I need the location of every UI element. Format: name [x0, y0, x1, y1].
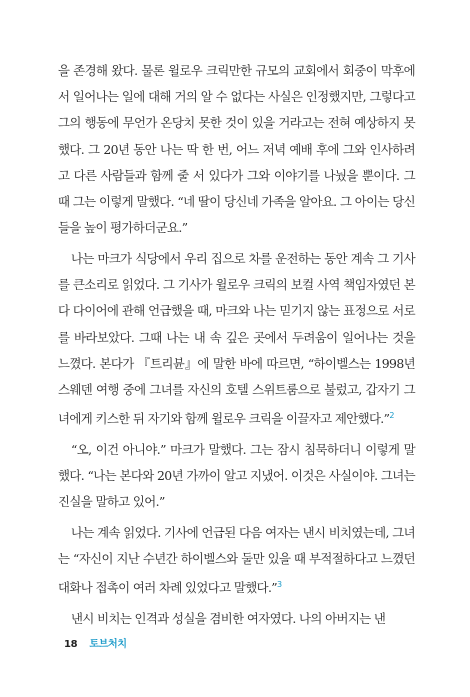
footnote-marker-3[interactable]: 3 — [277, 580, 283, 590]
paragraph-2 — [58, 246, 415, 432]
paragraph-5-text: 낸시 비치는 인격과 성실을 겸비한 여자였다. 나의 아버지는 낸 — [71, 611, 386, 627]
page-number: 18 — [64, 639, 78, 650]
footnote-marker-2[interactable]: 2 — [389, 411, 395, 421]
running-book-title: 토브처치 — [89, 639, 127, 650]
paragraph-3 — [58, 437, 415, 516]
paragraph-1 — [58, 58, 415, 241]
paragraph-3-text: “오, 이건 아니야.” 마크가 말했다. 그는 잠시 침묵하더니 이렇게 말했다. “나는 본다와 20년 가까이 알고 지냈어. 이것은 사실이야. 그녀는 진실을 말하고 있어.” — [58, 441, 415, 510]
paragraph-4-text: 나는 계속 읽었다. 기사에 언급된 다음 여자는 낸시 비치였는데, 그녀는 “자신이 지난 수년간 하이벨스와 둘만 있을 때 부적절하다고 느꼈던 대화나 접촉이 여러 차례 있었다고 말했다.” — [58, 524, 415, 596]
paragraph-5 — [58, 606, 415, 632]
page-footer — [64, 635, 127, 650]
page-body — [58, 58, 415, 632]
paragraph-4 — [58, 520, 415, 602]
paragraph-2-text: 나는 마크가 식당에서 우리 집으로 차를 운전하는 동안 계속 그 기사를 큰소리로 읽었다. 그 기사가 윌로우 크릭의 보컬 사역 책임자였던 본다 다이어에 관해 언급했을 때, 마크와 나는 믿기지 않는 표정으로 서로를 바라보았다. 그때 나는 내 속 깊은 곳에서 두려움이 일어나는 것을 느꼈다. 본다가 『트리뷴』에 말한 바에 따르면, “하이벨스는 1998년 스웨덴 여행 중에 그녀를 자신의 호텔 스위트룸으로 불렀고, 갑자기 그녀에게 키스한 뒤 자기와 함께 윌로우 크릭을 이끌자고 제안했다.” — [58, 250, 415, 427]
paragraph-1-text: 을 존경해 왔다. 물론 윌로우 크릭만한 규모의 교회에서 회중이 막후에서 일어나는 일에 대해 거의 알 수 없다는 사실은 인정했지만, 그렇다고 그의 행동에 무언가 온당치 못한 것이 있을 거라고는 전혀 예상하지 못했다. 그 20년 동안 나는 딱 한 번, 어느 저녁 예배 후에 그와 인사하려고 다른 사람들과 함께 줄 서 있다가 그와 이야기를 나눴을 뿐이다. 그때 그는 이렇게 말했다. “네 딸이 당신네 가족을 알아요. 그 아이는 당신들을 높이 평가하더군요.” — [58, 63, 415, 236]
